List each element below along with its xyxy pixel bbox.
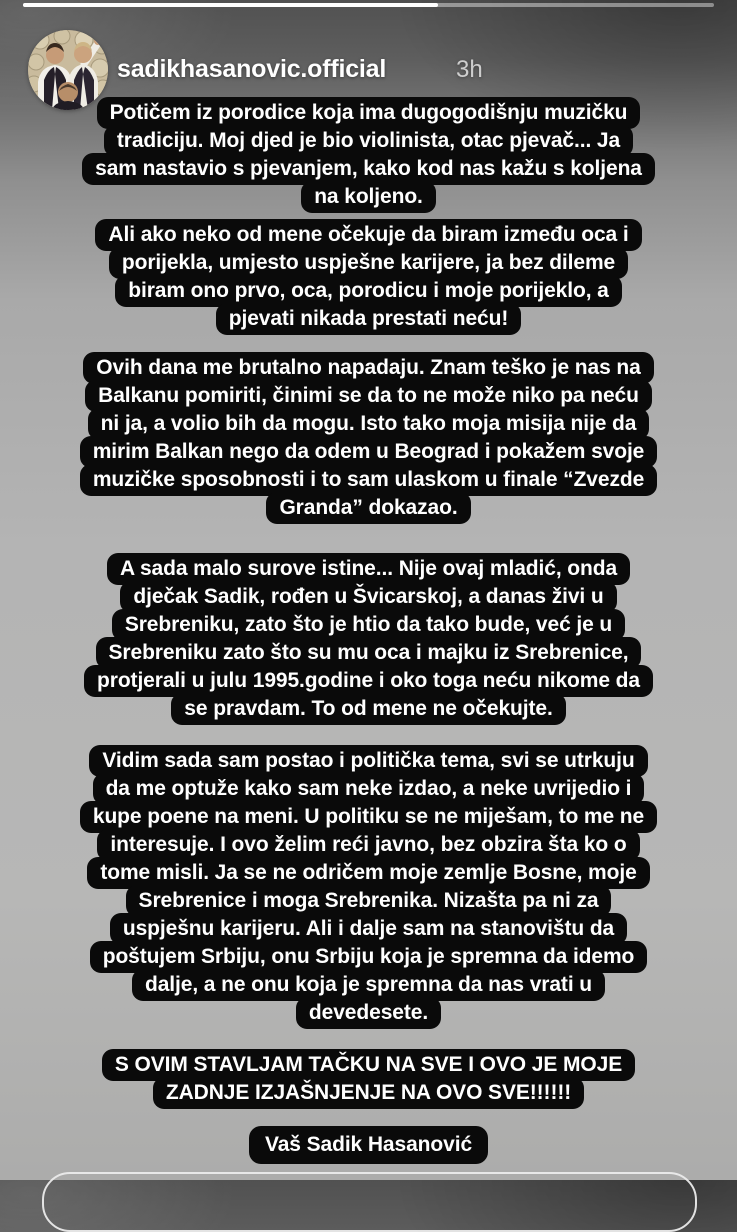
story-text-line: dječak Sadik, rođen u Švicarskoj, a danas živi u [0,581,737,613]
story-text-line: se pravdam. To od mene ne očekujte. [0,693,737,725]
story-text-line: A sada malo surove istine... Nije ovaj mladić, onda [0,553,737,585]
story-text-block-5 [0,745,737,1029]
story-text-line: sam nastavio s pjevanjem, kako kod nas kažu s koljena [0,153,737,185]
story-text-line: Srebrenice i moga Srebrenika. Nizašta pa ni za [0,885,737,917]
story-text-line: poštujem Srbiju, onu Srbiju koja je spremna da idemo [0,941,737,973]
story-text-block-6 [0,1049,737,1109]
story-text-line: Srebreniku zato što su mu oca i majku iz Srebrenice, [0,637,737,669]
story-text-line: Srebreniku, zato što je htio da tako bude, već je u [0,609,737,641]
story-text-line: da me optuže kako sam neke izdao, a neke uvrijedio i [0,773,737,805]
story-text-line: ni ja, a volio bih da mogu. Isto tako moja misija nije da [0,408,737,440]
story-timestamp: 3h [456,56,483,83]
story-text-block-1 [0,97,737,213]
story-text-line: tradiciju. Moj djed je bio violinista, otac pjevač... Ja [0,125,737,157]
story-text-block-4 [0,553,737,725]
story-text-block-3 [0,352,737,524]
story-text-line: Granda” dokazao. [0,492,737,524]
story-text-line: kupe poene na meni. U politiku se ne miješam, to me ne [0,801,737,833]
story-text-line: tome misli. Ja se ne odričem moje zemlje Bosne, moje [0,857,737,889]
story-text-line: na koljeno. [0,181,737,213]
story-progress-fill [23,3,438,7]
story-text-line: Balkanu pomiriti, činimi se da to ne može niko pa neću [0,380,737,412]
reply-input[interactable] [42,1172,697,1232]
story-signature [0,1126,737,1164]
story-text-line: ZADNJE IZJAŠNJENJE NA OVO SVE!!!!!! [0,1077,737,1109]
story-text-block-2 [0,219,737,335]
story-text-line: pjevati nikada prestati neću! [0,303,737,335]
story-text-line: uspješnu karijeru. Ali i dalje sam na stanovištu da [0,913,737,945]
avatar[interactable] [28,30,108,110]
signature-text: Vaš Sadik Hasanović [249,1126,488,1164]
story-progress-bar [23,3,714,7]
story-text-line: dalje, a ne onu koja je spremna da nas vrati u [0,969,737,1001]
story-text-line: muzičke sposobnosti i to sam ulaskom u finale “Zvezde [0,464,737,496]
avatar-photo [28,30,108,110]
story-text-line: Ovih dana me brutalno napadaju. Znam teško je nas na [0,352,737,384]
story-text-line: mirim Balkan nego da odem u Beograd i pokažem svoje [0,436,737,468]
story-text-line: Vidim sada sam postao i politička tema, svi se utrkuju [0,745,737,777]
story-text-line: protjerali u julu 1995.godine i oko toga neću nikome da [0,665,737,697]
story-text-line: biram ono prvo, oca, porodicu i moje porijeklo, a [0,275,737,307]
username[interactable]: sadikhasanovic.official [117,55,387,83]
story-text-line: S OVIM STAVLJAM TAČKU NA SVE I OVO JE MOJE [0,1049,737,1081]
story-text-line: Ali ako neko od mene očekuje da biram između oca i [0,219,737,251]
story-text-line: devedesete. [0,997,737,1029]
story-text-line: Potičem iz porodice koja ima dugogodišnju muzičku [0,97,737,129]
story-text-line: porijekla, umjesto uspješne karijere, ja bez dileme [0,247,737,279]
story-text-line: interesuje. I ovo želim reći javno, bez obzira šta ko o [0,829,737,861]
